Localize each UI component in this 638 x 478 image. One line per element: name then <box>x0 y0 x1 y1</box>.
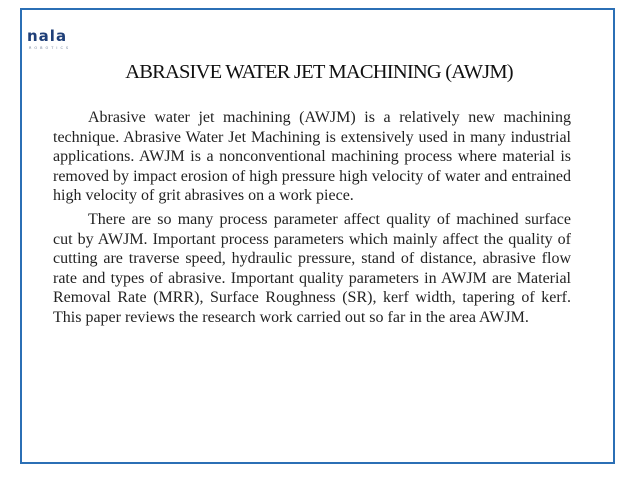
logo-wordmark: nala <box>27 27 68 45</box>
company-logo <box>27 29 83 51</box>
slide-title: ABRASIVE WATER JET MACHINING (AWJM) <box>125 61 513 83</box>
body-paragraph-1: Abrasive water jet machining (AWJM) is a relatively new machining technique. Abrasive Water Jet Machining is extensively used in many industrial applications. AWJM is a nonconventional machining process where material is removed by impact erosion of high pressure high velocity of water and entrained high velocity of grit abrasives on a work piece. <box>53 109 571 205</box>
slide-body <box>53 108 571 332</box>
body-paragraph-2: There are so many process parameter affect quality of machined surface cut by AWJM. Important process parameters which mainly affect the quality of cutting are traverse speed, hydraulic pressure, stand of distance, abrasive flow rate and types of abrasive. Important quality parameters in AWJM are Material Removal Rate (MRR), Surface Roughness (SR), kerf width, tapering of kerf. This paper reviews the research work carried out so far in the area AWJM. <box>53 210 571 326</box>
logo-tagline: ROBOTICS <box>29 46 72 50</box>
